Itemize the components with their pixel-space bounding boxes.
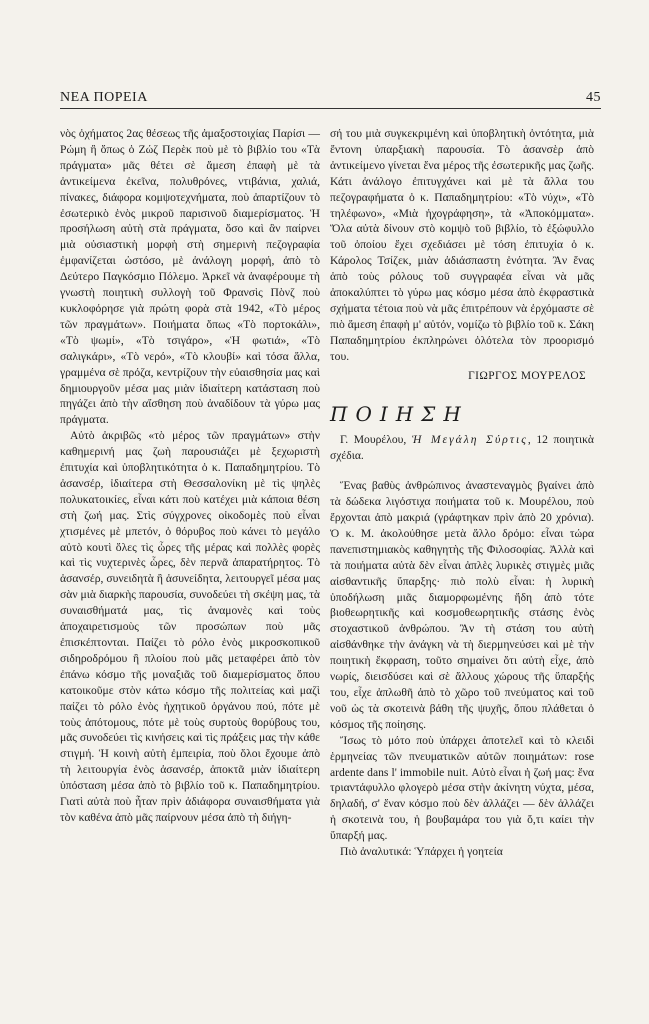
right-paragraph-2: Ἕνας βαθὺς ἀνθρώπινος ἀναστεναγμὸς βγαίνει ἀπὸ τὰ δώδεκα λιγόστιχα ποιήματα τοῦ κ. Μουρέλου, ποὺ ἔρχονται ἀπὸ μακριά (γράφτηκαν πρὶν ἀπὸ 20 χρόνια). Ὁ κ. Μ. ἀκολούθησε μετὰ ἄλλο δρόμο: εἶναι τώρα πανεπιστημιακὸς καθηγητὴς τῆς Φιλοσοφίας. Ἀλλὰ καὶ τὰ ποιήματα αὐτὰ δὲν εἶναι ἁπλὲς λυρικὲς στιγμὲς μιᾶς αἰσθαντικῆς ὕπαρξης· πιὸ πολὺ εἶναι: ἡ λυρικὴ ὑποδήλωση μιᾶς διαμορφωμένης ἤδη ἀπὸ τότε βιοθεωρητικῆς καὶ κοσμοθεωρητικῆς στάσης ἑνὸς στοχαστικοῦ ἀνθρώπου. Ἂν τὴ στάση του αὐτὴ αἰσθάνθηκε τὴν ἀνάγκη νὰ τὴ διερμηνεύσει καὶ μὲ τὴν ποιητικὴ ἔκφραση, τοῦτο σημαίνει ὅτι αὐτὴ εἶχε, ἀπὸ νωρίς, διεισδύσει καὶ σὲ ἄλλους χώρους τῆς ὕπαρξής του, εἶχε ἁπλωθῆ ἀπὸ τὸ χῶρο τοῦ πνεύματος καὶ τοῦ νοῦ ὡς τὰ σκοτεινὰ βάθη τῆς ψυχῆς, ὅπου πλάθεται ὁ κόσμος τῆς ποίησης. [330,479,594,731]
section-title: ΠΟΙΗΣΗ [330,401,469,426]
page-number: 45 [586,90,601,105]
review-heading [330,432,594,464]
right-paragraph-4: Πιὸ ἀναλυτικά: Ὑπάρχει ἡ γοητεία [340,845,503,859]
right-paragraph-1: σή του μιὰ συγκεκριμένη καὶ ὑποβλητικὴ ὀντότητα, μιὰ ἔντονη ὑπαρξιακὴ παρουσία. Τὸ ἀσανσὲρ ἀπὸ ἀντικείμενο γίνεται ἕνα μέρος τῆς ἐσωτερικῆς μας ζωῆς. Κάτι ἀνάλογο ἐπιτυγχάνει καὶ μὲ τὰ ἄλλα του πεζογραφήματα ὁ κ. Παπαδημητρίου: «Τὸ νύχι», «Τὸ τηλέφωνο», «Μιὰ ἠχογράφηση», τὰ «Ἀποκόμματα». Ὅλα αὐτὰ δίνουν στὸ κομψὸ τοῦ βιβλίο, τὸ ἐξώφυλλο τοῦ ὁποίου ἔχει σχεδιάσει μὲ τόση ἐπιτυχία ὁ κ. Κάρολος Τσίζεκ, μιὰν ἀδιάσπαστη ἑνότητα. Ἂν ἕνας ἀπὸ τοὺς ρόλους τοῦ συγγραφέα εἶναι νὰ μᾶς ἀποκαλύπτει τὸ γύρω μας κόσμο μέσα ἀπὸ ἐκφραστικὰ σχήματα τέτοια ποὺ νὰ μᾶς ἐπιτρέπουν νὰ ἐρχόμαστε σὲ πιὸ ἄμεση ἐπαφὴ μ' αὐτόν, νομίζω τὸ βιβλίο τοῦ κ. Σάκη Παπαδημητρίου ἐκπληρώνει ὁλότελα τὸν προορισμό του. [330,127,594,363]
left-column [60,126,320,826]
review-book-title: Ἡ Μεγάλη Σύρτις [411,433,528,447]
page-header [60,86,601,106]
right-paragraph-3: Ἴσως τὸ μότο ποὺ ὑπάρχει ἀποτελεῖ καὶ τὸ κλειδὶ ἑρμηνείας τῶν πνευματικῶν αὐτῶν ποιημάτων: rose ardente dans l' immobile nuit. Αὐτὸ εἶναι ἡ ζωή μας: ἕνα τριαντάφυλλο φλογερὸ μέσα στὴν ἀκίνητη νύχτα, μέσα, δηλαδή, σ' ἕναν κόσμο ποὺ δὲν ἀλλάζει — δὲν ἀλλάζει ἡ σκοτεινὰ του, ἡ βουβαμάρα του γιὰ ὅ,τι καίει τὴν ὕπαρξή μας. [330,733,594,843]
journal-title: ΝΕΑ ΠΟΡΕΙΑ [60,90,148,105]
review-author: Γ. Μουρέλου, [340,433,412,447]
left-paragraph-1: νὸς ὀχήματος 2ας θέσεως τῆς ἁμαξοστοιχίας Παρίσι — Ρώμη ἢ ὅπως ὁ Ζώζ Περὲκ ποὺ μὲ τὸ βιβλίο του «Τὰ πράγματα» μᾶς θέτει σὲ ἄμεση ἐπαφὴ μὲ τὰ ἀντικείμενα ἐκεῖνα, πολυθρόνες, ντιβάνια, χαλιά, πίνακες, διάφορα κομψοτεχνήματα, ποὺ ἀπαρτίζουν τὸ ἐσωτερικὸ ἑνὸς μικροῦ παρισινοῦ διαμερίσματος. Ἡ προσήλωση αὐτὴ στὰ πράγματα, ὅσο καὶ ἂν παίρνει μιὰ οὐσιαστικὴ μορφὴ στὴ σημερινὴ πεζογραφία ἐμφανίζεται ὡστόσο, μὲ ἀνάλογη μορφή, ἀπὸ τὸ Δεύτερο Παγκόσμιο Πόλεμο. Ἀρκεῖ νὰ ἀναφέρουμε τὴ γνωστὴ ποιητικὴ συλλογὴ τοῦ Φρανσὶς Πὸνζ ποὺ κυκλοφόρησε γιὰ πρώτη φορὰ στὰ 1942, «Τὸ μέρος τῶν πραγμάτων». Ποιήματα ὅπως «Τὸ πορτοκάλι», «Τὸ ψωμί», «Τὸ τσιγάρο», «Ἡ φωτιά», «Τὸ σαλιγκάρι», «Τὸ νερό», «Τὸ κλουβί» καὶ τόσα ἄλλα, γραμμένα σὲ πρόζα, κεντρίζουν τὴν εὐαισθησία μας καὶ δημιουργοῦν μέσα μας μιὰν ἰδιαίτερη κατάσταση ποὺ πηγάζει ἀπὸ τὴν αἴσθηση ποὺ ἀναδίδουν τὰ γύρω μας πράγματα. [60,127,320,427]
left-paragraph-2: Αὐτὸ ἀκριβῶς «τὸ μέρος τῶν πραγμάτων» στὴν καθημερινή μας ζωὴ παρουσιάζει μὲ ξεχωριστὴ ἐπιτυχία καὶ ὑποβλητικότητα ὁ κ. Παπαδημητρίου. Τὸ ἀσανσέρ, ἰδιαίτερα στὴ Θεσσαλονίκη μὲ τὶς ψηλὲς πολυκατοικίες, εἶναι κάτι ποὺ κατέχει μιὰ κάποια θέση στὴ ζωή μας. Στὶς σύγχρονες οἰκοδομὲς ποὺ εἶναι χτισμένες μὲ μπετόν, ὁ θόρυβος ποὺ κάνει τὸ μεγάλο αὐτὸ κουτὶ ὅλες τὶς ὧρες τῆς μέρας καὶ πολλὲς φορὲς καὶ τὶς νυχτερινὲς ὧρες, δὲν περνᾶ ἀπαρατήρητος. Τὸ ἀσανσέρ, συνειδητὰ ἢ ἀσυνείδητα, λειτουργεῖ μέσα μας σὰν μιὰ διαρκὴς παρουσία, συνοδεύει τὴ σκέψη μας, τὰ συναισθήματά μας, τὶς ἀναμονὲς καὶ τοὺς ἀποχαιρετισμοὺς τῶν προσώπων ποὺ μᾶς ἐπισκέπτονται. Παίζει τὸ ρόλο ἑνὸς μικροσκοπικοῦ σιδηροδρόμου ἢ πλοίου ποὺ μᾶς μεταφέρει ἀπὸ τὸν ἐπάνω κόσμο τῆς μοναξιᾶς τοῦ διαμερίσματος ὅπου κατοικοῦμε στὸν κάτω κόσμο τῆς πολιτείας καὶ μαζὶ παίζει τὸ ρόλο ἑνὸς ἠχητικοῦ ὀργάνου πού, πότε μὲ τοὺς ἀπότομους, πότε μὲ τοὺς συρτοὺς θορύβους του, μᾶς συνοδεύει τὶς κινήσεις καὶ τὶς πράξεις μας τὴν κάθε στιγμή. Ἡ κοινὴ αὐτὴ ἐμπειρία, ποὺ ὅλοι ἔχουμε ἀπὸ τὴ λειτουργία ἑνὸς ἀσανσέρ, ἀποκτᾶ μιὰν ἰδιαίτερη ὑπόσταση μέσα ἀπὸ τὸ βιβλίο τοῦ κ. Παπαδημητρίου. Γιατὶ αὐτὰ ποὺ ἦταν πρὶν ἀδιάφορα συναισθήματα γιὰ τὸν καθένα ἀπὸ μᾶς παίρνουν μέσα ἀπὸ τὴ διήγη- [60,429,320,824]
header-rule [60,108,601,109]
author-signature: ΓΙΩΡΓΟΣ ΜΟΥΡΕΛΟΣ [468,369,586,382]
review-subtitle: , 12 ποιητικὰ σχέδια. [330,433,594,463]
right-column [330,126,594,860]
